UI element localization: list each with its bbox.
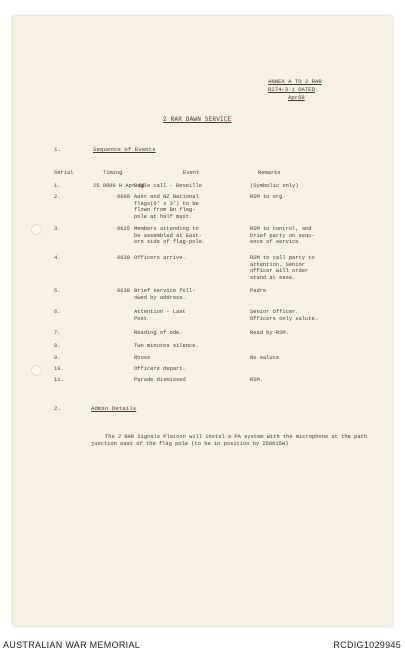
header-timing: Timing xyxy=(103,170,123,176)
punch-hole xyxy=(31,365,42,376)
row-timing: 25 0600 H Apr 68 xyxy=(93,183,145,189)
section-number: 1. xyxy=(54,146,61,153)
header-event: Event xyxy=(183,170,200,176)
row-serial: 6. xyxy=(54,309,61,315)
header-remarks: Remarks xyxy=(258,170,281,176)
annex-reference xyxy=(268,78,352,102)
row-remarks: Padre xyxy=(250,288,267,294)
row-serial: 4. xyxy=(54,255,61,261)
section-number: 2. xyxy=(54,405,61,412)
annex-line: Apr68 xyxy=(288,94,305,101)
footer-source: AUSTRALIAN WAR MEMORIAL xyxy=(3,640,141,650)
row-event: Members attending to be assembled at East- ern side of flag-pole. xyxy=(134,226,206,246)
row-serial: 9. xyxy=(54,355,61,361)
row-remarks: RSM to org. xyxy=(250,194,286,200)
footer-bar xyxy=(0,636,405,654)
row-event: Two minutes silence. xyxy=(134,343,199,349)
row-event: Parade dismissed xyxy=(134,377,186,383)
row-timing: 0625 xyxy=(117,226,130,232)
row-serial: 3. xyxy=(54,226,61,232)
row-event: Attention - Last Post xyxy=(134,309,186,322)
admin-details-body: The 2 RAR Signals Platoon will instal a PA system with the microphone at the path junction east of the flag pole (to be in position by 250615H) xyxy=(91,434,368,448)
header-serial: Serial xyxy=(54,170,74,176)
row-serial: 2. xyxy=(54,194,61,200)
row-event: Reading of ode. xyxy=(134,330,183,336)
row-event: Rouse xyxy=(134,355,151,361)
row-timing: 0600 xyxy=(117,194,130,200)
row-remarks: No salute xyxy=(250,355,280,361)
row-remarks: Senior Officer. Officers only salute. xyxy=(250,309,318,322)
row-event: Officers depart. xyxy=(134,366,186,372)
section-heading: Admin Details xyxy=(91,405,137,412)
annex-line: R274-3-1 DATED xyxy=(268,86,315,93)
document-title: 2 RAR DAWN SERVICE xyxy=(163,116,232,123)
row-remarks: (Symbolic only) xyxy=(250,183,299,189)
row-serial: 8. xyxy=(54,343,61,349)
row-serial: 5. xyxy=(54,288,61,294)
row-serial: 1. xyxy=(54,183,61,189)
row-serial: 11. xyxy=(54,377,64,383)
annex-line: ANNEX A TO 2 RAR xyxy=(268,78,322,85)
row-event: Aust and NZ National flags(6' x 3') to be flown from Bn flag- pole at half mast. xyxy=(134,194,199,220)
row-timing: 0630 xyxy=(117,255,130,261)
row-timing: 0630 xyxy=(117,288,130,294)
row-remarks: RSM. xyxy=(250,377,263,383)
footer-id: RCDIG1029945 xyxy=(333,640,401,650)
document-page xyxy=(13,16,392,626)
section-heading: Sequence of Events xyxy=(93,146,156,153)
row-serial: 7. xyxy=(54,330,61,336)
row-remarks: RSM to call party to attention. Senior officer will order stand at ease. xyxy=(250,255,315,281)
row-remarks: Read by RSM. xyxy=(250,330,289,336)
row-event: Brief service foll- owed by address. xyxy=(134,288,196,301)
row-event: Bugle call - Reveille xyxy=(134,183,202,189)
punch-hole xyxy=(31,224,42,235)
row-remarks: RSM to control, and brief party on sequ- ence of service. xyxy=(250,226,315,246)
row-event: Officers arrive. xyxy=(134,255,186,261)
admin-details-text xyxy=(91,434,371,449)
row-serial: 10. xyxy=(54,366,64,372)
